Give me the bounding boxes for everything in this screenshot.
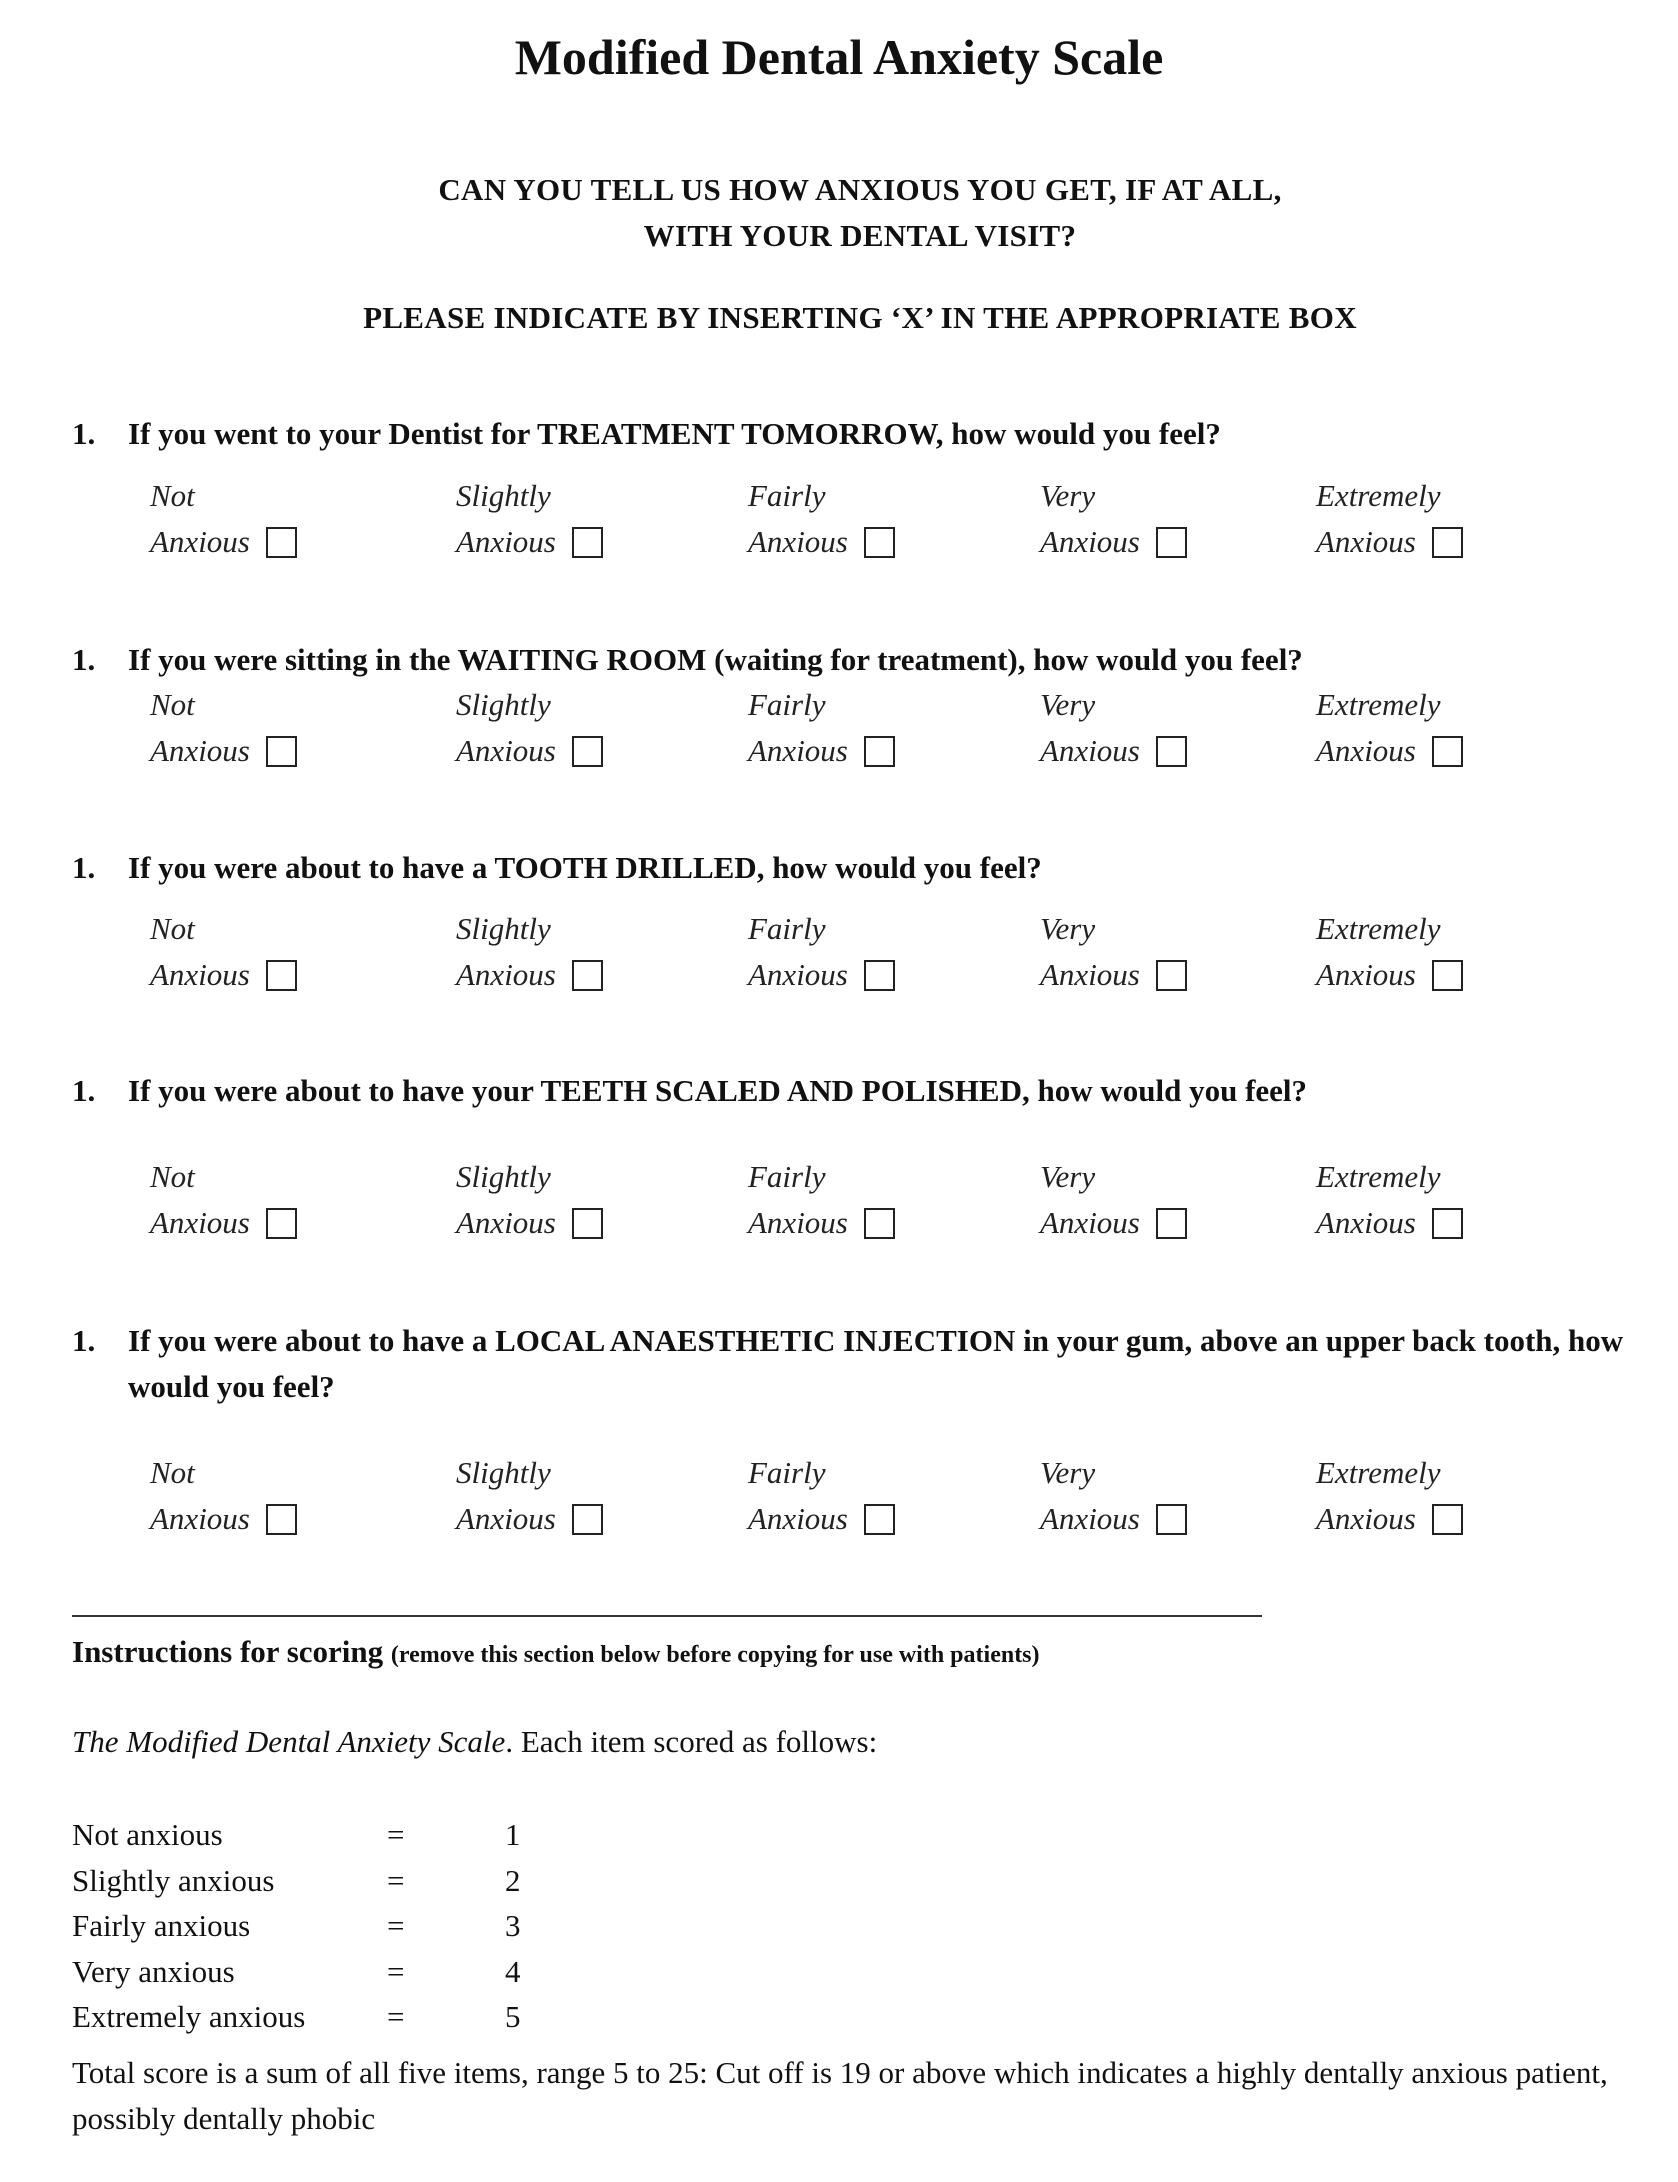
- option-very-anxious: Very Anxious: [1040, 1450, 1187, 1542]
- question-number: 1.: [72, 850, 96, 885]
- checkbox-extremely-anxious[interactable]: [1432, 736, 1463, 767]
- option-fairly-anxious: Fairly Anxious: [748, 906, 895, 998]
- option-fairly-anxious: Fairly Anxious: [748, 1154, 895, 1246]
- question-text: If you were about to have a LOCAL ANAESTHETIC INJECTION in your gum, above an upper back tooth, how would you feel?: [128, 1323, 1624, 1404]
- option-slightly-anxious: Slightly Anxious: [456, 1450, 603, 1542]
- option-not-anxious: Not Anxious: [150, 1450, 297, 1542]
- question-text: If you were about to have a TOOTH DRILLED, how would you feel?: [128, 850, 1042, 885]
- question-number: 1.: [72, 642, 96, 677]
- option-extremely-anxious: Extremely Anxious: [1316, 473, 1463, 565]
- checkbox-not-anxious[interactable]: [266, 527, 297, 558]
- scoring-heading: [72, 1634, 1040, 1670]
- scoring-heading-text: Instructions for scoring: [72, 1634, 384, 1669]
- checkbox-very-anxious[interactable]: [1156, 527, 1187, 558]
- checkbox-slightly-anxious[interactable]: [572, 527, 603, 558]
- checkbox-fairly-anxious[interactable]: [864, 527, 895, 558]
- scale-description: [72, 1724, 877, 1760]
- question-text: If you went to your Dentist for TREATMENT TOMORROW, how would you feel?: [128, 416, 1221, 451]
- option-slightly-anxious: Slightly Anxious: [456, 906, 603, 998]
- document-title: Modified Dental Anxiety Scale: [514, 29, 1164, 85]
- question-5: [72, 1318, 1672, 1545]
- option-slightly-anxious: Slightly Anxious: [456, 1154, 603, 1246]
- subtitle-line-1: CAN YOU TELL US HOW ANXIOUS YOU GET, IF AT ALL,: [438, 172, 1282, 207]
- question-text: If you were sitting in the WAITING ROOM (waiting for treatment), how would you feel?: [128, 642, 1303, 677]
- option-fairly-anxious: Fairly Anxious: [748, 1450, 895, 1542]
- question-number: 1.: [72, 1073, 96, 1108]
- total-score-text: Total score is a sum of all five items, range 5 to 25: Cut off is 19 or above which indicates a highly dentally anxious patient, possibly dentally phobic: [72, 2055, 1608, 2136]
- option-slightly-anxious: Slightly Anxious: [456, 473, 603, 565]
- option-fairly-anxious: Fairly Anxious: [748, 682, 895, 774]
- question-number: 1.: [72, 1323, 96, 1358]
- option-extremely-anxious: Extremely Anxious: [1316, 906, 1463, 998]
- option-very-anxious: Very Anxious: [1040, 906, 1187, 998]
- option-extremely-anxious: Extremely Anxious: [1316, 1450, 1463, 1542]
- score-row: Extremely anxious = 5: [72, 1999, 521, 2034]
- answer-options: [72, 1154, 1672, 1249]
- score-row: Fairly anxious = 3: [72, 1908, 521, 1943]
- question-4: [72, 1068, 1672, 1249]
- checkbox-not-anxious[interactable]: [266, 736, 297, 767]
- score-row: Not anxious = 1: [72, 1817, 521, 1852]
- section-divider: [72, 1615, 1262, 1617]
- question-number: 1.: [72, 416, 96, 451]
- question-2: [72, 637, 1672, 777]
- checkbox-extremely-anxious[interactable]: [1432, 1208, 1463, 1239]
- option-slightly-anxious: Slightly Anxious: [456, 682, 603, 774]
- option-not-anxious: Not Anxious: [150, 906, 297, 998]
- checkbox-very-anxious[interactable]: [1156, 1208, 1187, 1239]
- answer-options: [72, 473, 1672, 568]
- score-table: [72, 1812, 565, 2040]
- option-very-anxious: Very Anxious: [1040, 473, 1187, 565]
- answer-options: [72, 682, 1672, 777]
- checkbox-slightly-anxious[interactable]: [572, 736, 603, 767]
- checkbox-very-anxious[interactable]: [1156, 1504, 1187, 1535]
- subtitle-line-2: WITH YOUR DENTAL VISIT?: [643, 218, 1077, 253]
- question-3: [72, 845, 1672, 1001]
- score-row: Very anxious = 4: [72, 1953, 521, 1989]
- checkbox-fairly-anxious[interactable]: [864, 736, 895, 767]
- option-extremely-anxious: Extremely Anxious: [1316, 1154, 1463, 1246]
- checkbox-extremely-anxious[interactable]: [1432, 527, 1463, 558]
- option-not-anxious: Not Anxious: [150, 682, 297, 774]
- checkbox-not-anxious[interactable]: [266, 1208, 297, 1239]
- question-1: [72, 411, 1672, 568]
- checkbox-fairly-anxious[interactable]: [864, 1504, 895, 1535]
- scoring-note: (remove this section below before copying for use with patients): [390, 1642, 1040, 1668]
- checkbox-extremely-anxious[interactable]: [1432, 1504, 1463, 1535]
- checkbox-very-anxious[interactable]: [1156, 736, 1187, 767]
- checkbox-slightly-anxious[interactable]: [572, 960, 603, 991]
- checkbox-extremely-anxious[interactable]: [1432, 960, 1463, 991]
- instruction-line: PLEASE INDICATE BY INSERTING ‘X’ IN THE APPROPRIATE BOX: [363, 300, 1357, 335]
- option-not-anxious: Not Anxious: [150, 473, 297, 565]
- option-very-anxious: Very Anxious: [1040, 682, 1187, 774]
- checkbox-slightly-anxious[interactable]: [572, 1504, 603, 1535]
- score-row: Slightly anxious = 2: [72, 1862, 521, 1898]
- answer-options: [72, 1450, 1672, 1545]
- scale-suffix: . Each item scored as follows:: [505, 1724, 878, 1759]
- option-not-anxious: Not Anxious: [150, 1154, 297, 1246]
- checkbox-not-anxious[interactable]: [266, 960, 297, 991]
- scale-name: The Modified Dental Anxiety Scale: [72, 1724, 506, 1759]
- checkbox-very-anxious[interactable]: [1156, 960, 1187, 991]
- option-fairly-anxious: Fairly Anxious: [748, 473, 895, 565]
- answer-options: [72, 906, 1672, 1001]
- option-extremely-anxious: Extremely Anxious: [1316, 682, 1463, 774]
- checkbox-fairly-anxious[interactable]: [864, 1208, 895, 1239]
- checkbox-fairly-anxious[interactable]: [864, 960, 895, 991]
- option-very-anxious: Very Anxious: [1040, 1154, 1187, 1246]
- question-text: If you were about to have your TEETH SCALED AND POLISHED, how would you feel?: [128, 1073, 1308, 1108]
- checkbox-not-anxious[interactable]: [266, 1504, 297, 1535]
- checkbox-slightly-anxious[interactable]: [572, 1208, 603, 1239]
